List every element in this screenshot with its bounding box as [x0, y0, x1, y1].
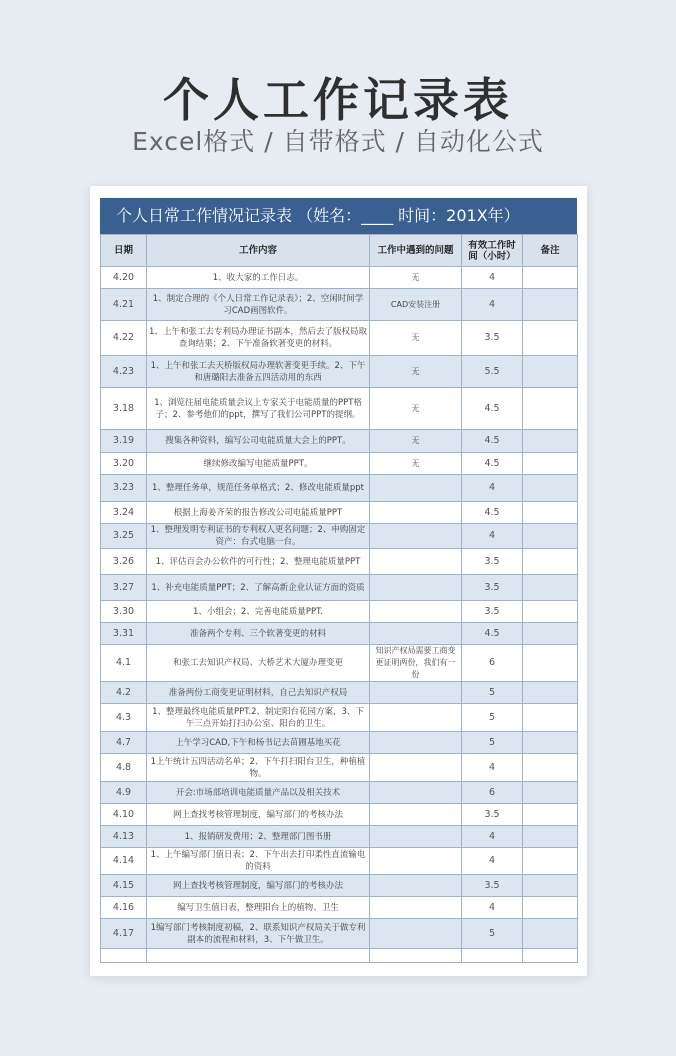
- date-cell: 4.2: [101, 682, 147, 704]
- problem-cell: 知识产权局需要工商变更证明两份，我们有一份: [370, 645, 462, 682]
- problem-cell: 无: [370, 356, 462, 388]
- date-cell: 4.3: [101, 704, 147, 732]
- table-body: [101, 267, 578, 963]
- table-row: [101, 704, 578, 732]
- header-problem: 工作中遇到的问题: [370, 235, 462, 267]
- content-cell: 1、上午和张工去专利局办理证书副本，然后去了版权局取查询结果；2、下午准备软著变更的材料。: [147, 321, 370, 356]
- note-cell: [523, 549, 578, 575]
- content-cell: 网上查找考核管理制度，编写部门的考核办法: [147, 875, 370, 897]
- note-cell: [523, 289, 578, 321]
- note-cell: [523, 754, 578, 782]
- note-cell: [523, 682, 578, 704]
- problem-cell: 无: [370, 267, 462, 289]
- page-title: 个人工作记录表: [163, 73, 513, 127]
- date-cell: 3.18: [101, 388, 147, 430]
- content-cell: 1、整理任务单，规范任务单格式；2、修改电能质量ppt: [147, 475, 370, 502]
- note-cell: [523, 430, 578, 453]
- page-subtitle: Excel格式 / 自带格式 / 自动化公式: [132, 127, 544, 156]
- note-cell: [523, 782, 578, 804]
- hours-cell: 5.5: [462, 356, 523, 388]
- content-cell: 根据上海姜齐荣的报告修改公司电能质量PPT: [147, 502, 370, 524]
- content-cell: 1、收大家的工作日志。: [147, 267, 370, 289]
- content-cell: 1、整理发明专利证书的专利权人更名问题；2、申购固定资产：台式电脑一台。: [147, 524, 370, 549]
- table-row: [101, 502, 578, 524]
- content-cell: 准备两份工商变更证明材料，自己去知识产权局: [147, 682, 370, 704]
- note-cell: [523, 267, 578, 289]
- hours-cell: 4: [462, 524, 523, 549]
- problem-cell: [370, 475, 462, 502]
- note-cell: [523, 356, 578, 388]
- problem-cell: CAD安装注册: [370, 289, 462, 321]
- problem-cell: [370, 704, 462, 732]
- content-cell: 准备两个专利、三个软著变更的材料: [147, 623, 370, 645]
- table-row: [101, 549, 578, 575]
- hours-cell: 3.5: [462, 875, 523, 897]
- hours-cell: 4.5: [462, 453, 523, 475]
- table-row: [101, 524, 578, 549]
- content-cell: 开会:市场部培训电能质量产品以及相关技术: [147, 782, 370, 804]
- hours-cell: 4: [462, 897, 523, 919]
- table-row: [101, 289, 578, 321]
- date-cell: 4.15: [101, 875, 147, 897]
- date-cell: 3.23: [101, 475, 147, 502]
- content-cell: [147, 949, 370, 963]
- content-cell: 1、补充电能质量PPT；2、了解高新企业认证方面的资质: [147, 575, 370, 601]
- date-cell: 3.27: [101, 575, 147, 601]
- content-cell: 继续修改编写电能质量PPT。: [147, 453, 370, 475]
- hours-cell: 3.5: [462, 321, 523, 356]
- note-cell: [523, 919, 578, 949]
- table-row: [101, 919, 578, 949]
- note-cell: [523, 949, 578, 963]
- hours-cell: 4: [462, 826, 523, 848]
- table-row: [101, 388, 578, 430]
- spreadsheet-preview: [90, 186, 587, 976]
- problem-cell: [370, 949, 462, 963]
- date-cell: 4.17: [101, 919, 147, 949]
- content-cell: 1、小组会；2、完善电能质量PPT.: [147, 601, 370, 623]
- content-cell: 1、上午编写部门值日表；2、下午出去打印柔性直流输电的资料: [147, 848, 370, 875]
- hours-cell: 4.5: [462, 430, 523, 453]
- date-cell: 4.8: [101, 754, 147, 782]
- date-cell: 3.24: [101, 502, 147, 524]
- note-cell: [523, 704, 578, 732]
- note-cell: [523, 897, 578, 919]
- problem-cell: [370, 897, 462, 919]
- note-cell: [523, 575, 578, 601]
- hours-cell: [462, 949, 523, 963]
- note-cell: [523, 321, 578, 356]
- date-cell: 3.20: [101, 453, 147, 475]
- hours-cell: 5: [462, 732, 523, 754]
- date-cell: 4.9: [101, 782, 147, 804]
- problem-cell: [370, 549, 462, 575]
- table-row: [101, 356, 578, 388]
- header-note: 备注: [523, 235, 578, 267]
- content-cell: 1、报销研发费用；2、整理部门图书册: [147, 826, 370, 848]
- note-cell: [523, 804, 578, 826]
- note-cell: [523, 601, 578, 623]
- table-header-row: [101, 235, 578, 267]
- hours-cell: 4: [462, 754, 523, 782]
- table-row: [101, 875, 578, 897]
- table-row: [101, 453, 578, 475]
- hours-cell: 6: [462, 782, 523, 804]
- header-hours: [462, 235, 523, 267]
- hours-cell: 5: [462, 682, 523, 704]
- note-cell: [523, 623, 578, 645]
- date-cell: 3.26: [101, 549, 147, 575]
- hours-cell: 6: [462, 645, 523, 682]
- problem-cell: [370, 804, 462, 826]
- content-cell: 1编写部门考核制度初稿，2、联系知识产权局关于做专利副本的流程和材料，3、下午做卫生。: [147, 919, 370, 949]
- date-cell: 4.7: [101, 732, 147, 754]
- problem-cell: [370, 782, 462, 804]
- problem-cell: [370, 682, 462, 704]
- content-cell: 和张工去知识产权局、大桥艺术大厦办理变更: [147, 645, 370, 682]
- date-cell: 4.13: [101, 826, 147, 848]
- note-cell: [523, 875, 578, 897]
- problem-cell: [370, 601, 462, 623]
- problem-cell: [370, 919, 462, 949]
- problem-cell: [370, 575, 462, 601]
- problem-cell: [370, 524, 462, 549]
- date-cell: 4.20: [101, 267, 147, 289]
- problem-cell: [370, 826, 462, 848]
- note-cell: [523, 848, 578, 875]
- hours-cell: 4.5: [462, 623, 523, 645]
- table-row: [101, 430, 578, 453]
- hours-cell: 4: [462, 848, 523, 875]
- note-cell: [523, 502, 578, 524]
- table-row: [101, 575, 578, 601]
- note-cell: [523, 826, 578, 848]
- date-cell: 3.31: [101, 623, 147, 645]
- content-cell: 1、评估百会办公软件的可行性；2、整理电能质量PPT: [147, 549, 370, 575]
- content-cell: 上午学习CAD,下午和杨书记去苗圃基地买花: [147, 732, 370, 754]
- hours-cell: 4: [462, 289, 523, 321]
- content-cell: 1上午统计五四活动名单；2、下午打扫阳台卫生，种植植物。: [147, 754, 370, 782]
- content-cell: 编写卫生值日表，整理阳台上的植物、卫生: [147, 897, 370, 919]
- problem-cell: [370, 623, 462, 645]
- hours-cell: 4.5: [462, 502, 523, 524]
- table-row: [101, 267, 578, 289]
- table-row: [101, 321, 578, 356]
- content-cell: 1、浏览往届电能质量会议上专家关于电能质量的PPT格子；2、参考他们的ppt，撰写了我们公司PPT的提纲。: [147, 388, 370, 430]
- hours-cell: 3.5: [462, 549, 523, 575]
- date-cell: 4.22: [101, 321, 147, 356]
- table-row: [101, 623, 578, 645]
- problem-cell: 无: [370, 321, 462, 356]
- problem-cell: [370, 732, 462, 754]
- problem-cell: 无: [370, 453, 462, 475]
- note-cell: [523, 388, 578, 430]
- problem-cell: 无: [370, 430, 462, 453]
- content-cell: 1、上午和张工去天桥版权局办理软著变更手续。2、下午和唐璐阳去准备五四活动用的东西: [147, 356, 370, 388]
- table-row: [101, 475, 578, 502]
- problem-cell: [370, 502, 462, 524]
- table-row: [101, 782, 578, 804]
- table-row: [101, 897, 578, 919]
- problem-cell: 无: [370, 388, 462, 430]
- date-cell: 4.21: [101, 289, 147, 321]
- hours-cell: 5: [462, 704, 523, 732]
- date-cell: 4.10: [101, 804, 147, 826]
- problem-cell: [370, 754, 462, 782]
- content-cell: 1、整理最终电能质量PPT.2、制定阳台花园方案，3、下午三点开始打扫办公室、阳台的卫生。: [147, 704, 370, 732]
- note-cell: [523, 475, 578, 502]
- hours-cell: 4: [462, 475, 523, 502]
- hours-cell: 3.5: [462, 575, 523, 601]
- table-row: [101, 645, 578, 682]
- table-row: [101, 732, 578, 754]
- table-row: [101, 848, 578, 875]
- hours-cell: 4.5: [462, 388, 523, 430]
- note-cell: [523, 524, 578, 549]
- table-row: [101, 949, 578, 963]
- date-cell: 4.16: [101, 897, 147, 919]
- content-cell: 网上查找考核管理制度，编写部门的考核办法: [147, 804, 370, 826]
- content-cell: 1、制定合理的《个人日常工作记录表》；2、空闲时间学习CAD画图软件。: [147, 289, 370, 321]
- header-date: 日期: [101, 235, 147, 267]
- hours-cell: 3.5: [462, 804, 523, 826]
- hours-cell: 5: [462, 919, 523, 949]
- content-cell: 搜集各种资料，编写公司电能质量大会上的PPT。: [147, 430, 370, 453]
- date-cell: [101, 949, 147, 963]
- table-row: [101, 754, 578, 782]
- date-cell: 3.19: [101, 430, 147, 453]
- note-cell: [523, 645, 578, 682]
- table-row: [101, 826, 578, 848]
- note-cell: [523, 732, 578, 754]
- problem-cell: [370, 848, 462, 875]
- note-cell: [523, 453, 578, 475]
- date-cell: 4.1: [101, 645, 147, 682]
- header-content: 工作内容: [147, 235, 370, 267]
- work-log-table: [100, 234, 578, 963]
- sheet-title: 个人日常工作情况记录表 （姓名：____ 时间：201X年）: [100, 198, 577, 234]
- table-row: [101, 682, 578, 704]
- date-cell: 3.30: [101, 601, 147, 623]
- table-row: [101, 601, 578, 623]
- header-hours-label: 有效工作时间（小时）: [468, 239, 516, 262]
- hours-cell: 3.5: [462, 601, 523, 623]
- problem-cell: [370, 875, 462, 897]
- date-cell: 3.25: [101, 524, 147, 549]
- date-cell: 4.23: [101, 356, 147, 388]
- table-row: [101, 804, 578, 826]
- hours-cell: 4: [462, 267, 523, 289]
- date-cell: 4.14: [101, 848, 147, 875]
